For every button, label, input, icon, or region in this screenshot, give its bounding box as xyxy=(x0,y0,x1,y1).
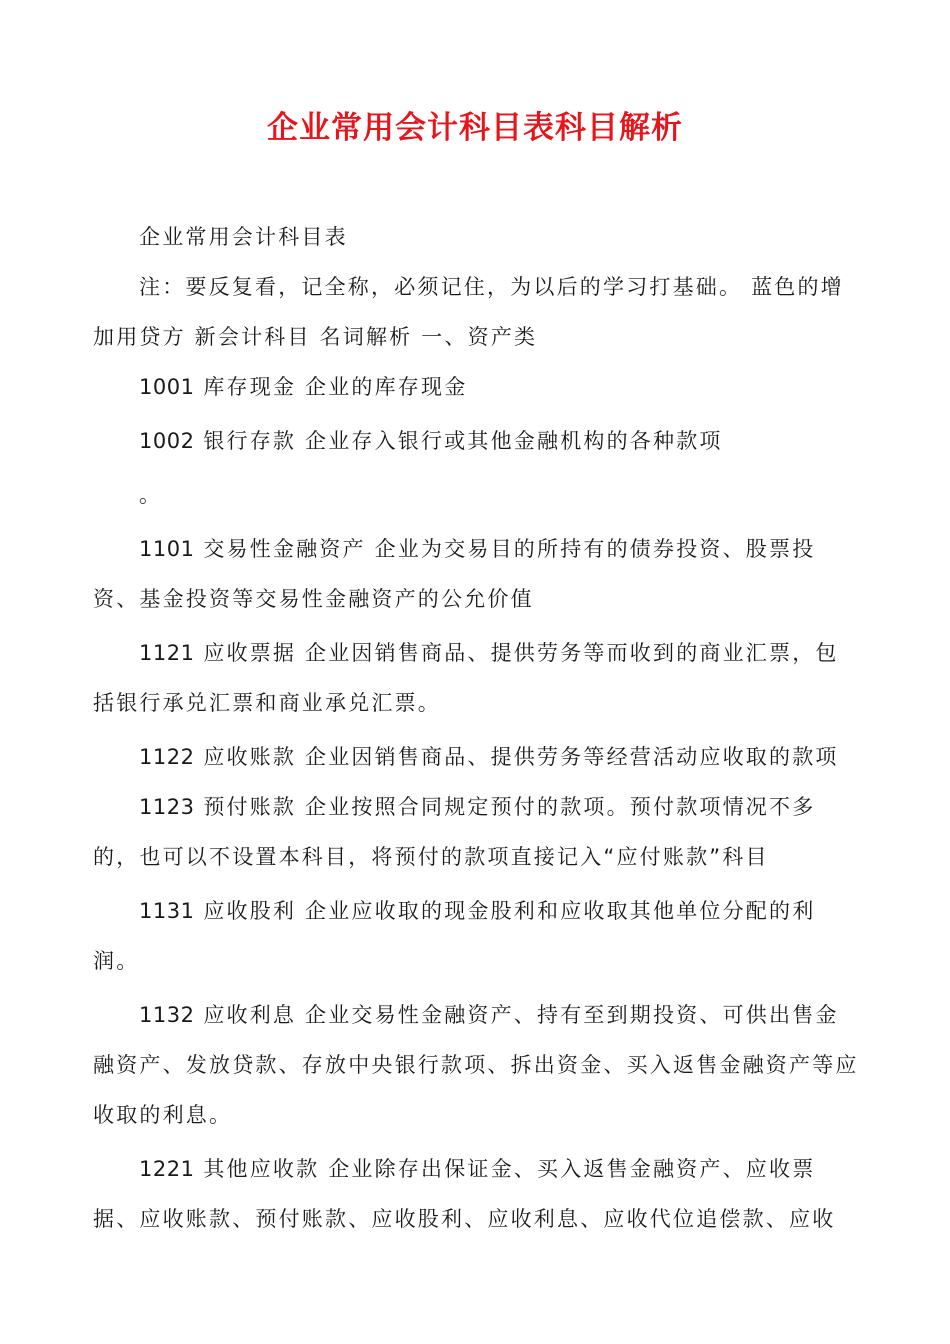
account-code: 1123 xyxy=(139,795,195,819)
account-description: 交易性金融资产 企业为交易目的所持有的债券投资、股票投资、基金投资等交易性金融资产的公允价值 xyxy=(93,537,816,611)
paragraph-text: 注：要反复看，记全称，必须记住，为以后的学习打基础。 蓝色的增加用贷方 新会计科目 名词解析 一、资产类 xyxy=(93,275,844,349)
account-1221 xyxy=(93,1144,861,1244)
account-description: 预付账款 企业按照合同规定预付的款项。预付款项情况不多的，也可以不设置本科目，将预付的款项直接记入“应付账款”科目 xyxy=(93,795,816,869)
account-code: 1132 xyxy=(139,1003,195,1027)
account-1121 xyxy=(93,628,861,728)
account-code: 1131 xyxy=(139,899,195,923)
account-description: 应收股利 企业应收取的现金股利和应收取其他单位分配的利润。 xyxy=(93,899,816,973)
account-code: 1121 xyxy=(139,641,195,665)
account-1132 xyxy=(93,990,861,1140)
document-body xyxy=(93,212,861,1248)
account-1131 xyxy=(93,886,861,986)
paragraph-text: 。 xyxy=(139,483,163,507)
account-1101 xyxy=(93,524,861,624)
account-code: 1122 xyxy=(139,745,195,769)
account-1001 xyxy=(93,362,861,412)
account-1002 xyxy=(93,416,861,466)
account-description: 库存现金 企业的库存现金 xyxy=(194,375,468,399)
account-description: 银行存款 企业存入银行或其他金融机构的各种款项 xyxy=(194,429,723,453)
account-description: 应收账款 企业因销售商品、提供劳务等经营活动应收取的款项 xyxy=(194,745,839,769)
account-description: 应收票据 企业因销售商品、提供劳务等而收到的商业汇票，包括银行承兑汇票和商业承兑汇票。 xyxy=(93,641,839,715)
paragraph-text: 企业常用会计科目表 xyxy=(139,225,348,249)
paragraph-period xyxy=(93,470,861,520)
account-description: 应收利息 企业交易性金融资产、持有至到期投资、可供出售金融资产、发放贷款、存放中央银行款项、拆出资金、买入返售金融资产等应收取的利息。 xyxy=(93,1003,859,1127)
account-code: 1221 xyxy=(139,1157,195,1181)
paragraph-note xyxy=(93,262,861,362)
paragraph-heading xyxy=(93,212,861,262)
document-title: 企业常用会计科目表科目解析 xyxy=(267,110,683,146)
account-code: 1002 xyxy=(139,429,195,453)
account-code: 1001 xyxy=(139,375,195,399)
account-code: 1101 xyxy=(139,537,195,561)
account-description: 其他应收款 企业除存出保证金、买入返售金融资产、应收票据、应收账款、预付账款、应收股利、应收利息、应收代位追偿款、应收 xyxy=(93,1157,836,1231)
account-1122 xyxy=(93,732,861,782)
account-1123 xyxy=(93,782,861,882)
